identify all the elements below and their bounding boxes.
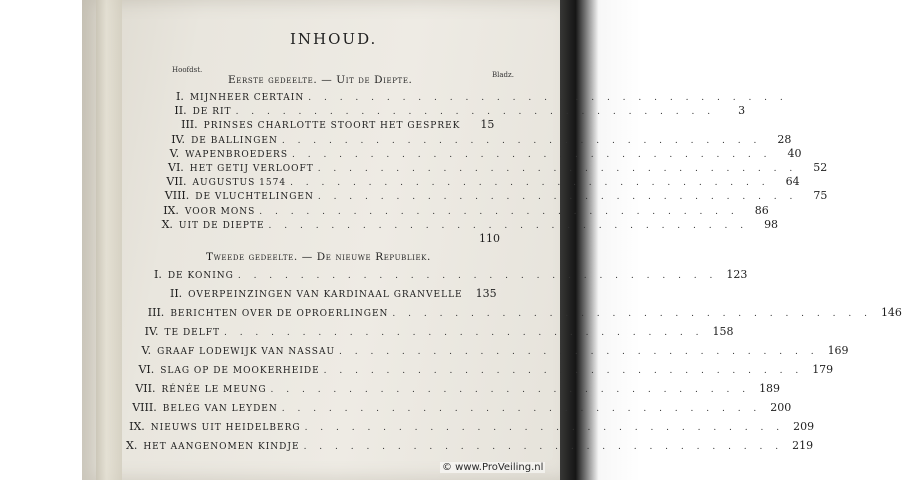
chapter-title: WAPENBROEDERS [185,149,288,160]
chapter-number: VII. [166,175,187,189]
chapter-row [168,161,828,174]
dot-leader: . . . . . . . . . . . . . . . . . . . . . . . . . . . . . . . [339,347,819,357]
dot-leader: . . . . . . . . . . . . . . . . . . . . . . . . . . . . . . . [392,309,872,319]
chapter-title: RÉNÉE LE MEUNG [161,385,267,395]
chapter-row [176,90,788,103]
watermark: © www.ProVeiling.nl [442,462,544,473]
page-number: 64 [785,175,800,189]
chapter-title: BELEG VAN LEYDEN [162,404,278,414]
chapter-number: VI. [168,161,184,174]
dot-leader: . . . . . . . . . . . . . . . . . . . . . . . . . . . . . . . [268,220,749,231]
chapter-row [166,175,800,189]
page-number: 3 [738,104,746,118]
chapter-title: TE DELFT [164,328,220,338]
chapter-row [163,203,769,217]
chapter-row [132,401,792,414]
dot-leader: . . . . . . . . . . . . . . . . . . . . . . . . . . . . . . . [323,366,804,376]
part-heading-2: Tweede gedeelte. — De nieuwe Republiek. [206,251,431,263]
dot-leader: . . . . . . . . . . . . . . . . . . . . . . . . . . . . . . . [317,164,798,174]
dot-leader: . . . . . . . . . . . . . . . . . . . . . . . . . . . . . . . [259,206,739,217]
column-label-chapter: Hoofdst. [172,66,203,74]
page-number: 189 [759,382,781,395]
page-number: 158 [712,325,734,338]
dot-leader: . . . . . . . . . . . . . . . . . . . . . . . . . . . . . . . [304,423,785,433]
chapter-title: AUGUSTUS 1574 [192,178,287,189]
chapter-number: X. [161,217,173,231]
dot-leader: . . . . . . . . . . . . . . . . . . . . . . . . . . . . . . . [270,385,751,395]
page-number: 146 [880,306,902,319]
chapter-number: IV. [171,132,186,146]
dot-leader: . . . . . . . . . . . . . . . . . . . . . . . . . . . . . . . [237,271,718,281]
chapter-number: X. [126,439,138,452]
page-number: 98 [764,217,779,231]
column-label-page: Bladz. [492,71,514,79]
chapter-number: VIII. [132,401,157,414]
chapter-number: VII. [135,382,156,395]
chapter-row [141,344,849,357]
chapter-row [164,189,828,203]
chapter-title: MIJNHEER CERTAIN [189,93,305,103]
dot-leader: . . . . . . . . . . . . . . . . . . . . . . . . . . . . . . . [281,135,762,146]
chapter-row [171,132,792,146]
chapter-row [129,420,815,433]
chapter-row [161,217,779,231]
chapter-title: VOOR MONS [184,206,256,217]
dot-leader: . . . . . . . . . . . . . . . . . . . . . . . . . . . . . . . [292,149,772,160]
page-title: INHOUD. [290,30,378,48]
chapter-row [135,382,781,395]
chapter-number: VIII. [164,189,190,203]
chapter-number: V. [169,146,180,160]
chapter-title: GRAAF LODEWIJK VAN NASSAU [157,347,336,357]
dot-leader: . . . . . . . . . . . . . . . . . . . . . . . . . . . . . . . [223,328,704,338]
chapter-row [174,104,746,118]
chapter-number: I. [176,90,184,103]
chapter-number: IX. [129,420,145,433]
chapter-row [144,325,734,338]
chapter-number: II. [174,104,187,118]
chapter-row [138,363,834,376]
chapter-row [154,268,748,281]
page-number: 169 [827,344,849,357]
page-number: 75 [813,189,828,203]
chapter-title: UIT DE DIEPTE [178,220,265,231]
page-number: 40 [787,146,802,160]
page-number: 219 [792,439,814,452]
dot-leader: . . . . . . . . . . . . . . . . . . . . . . . . . . . . . . . [303,442,784,452]
chapter-number: III. [147,306,165,319]
dot-leader: . . . . . . . . . . . . . . . . . . . . . . . . . . . . . . . [235,107,716,118]
page-number: 28 [777,132,792,146]
page-number: 110 [479,232,500,245]
page-number: 209 [793,420,815,433]
page-number: 86 [754,203,769,217]
chapter-title: DE RIT [192,107,232,118]
chapter-title: PRINSES CHARLOTTE STOORT HET GESPREK [203,121,461,132]
chapter-number: VI. [138,363,155,376]
dot-leader: . . . . . . . . . . . . . . . . . . . . . . . . . . . . . . . [317,192,798,203]
chapter-row [169,146,802,160]
chapter-title: OVERPEINZINGEN VAN KARDINAAL GRANVELLE [188,290,463,300]
chapter-row [160,232,500,245]
chapter-row [147,306,902,319]
chapter-title: BERICHTEN OVER DE OPROERLINGEN [170,309,389,319]
chapter-title: DE BALLINGEN [191,135,278,146]
page-number: 52 [813,161,828,174]
chapter-title: NIEUWS UIT HEIDELBERG [150,423,301,433]
chapter-number: II. [169,287,183,300]
chapter-title: HET AANGENOMEN KINDJE [143,442,300,452]
chapter-number: IX. [163,203,179,217]
chapter-title: DE KONING [167,271,234,281]
chapter-row [173,118,495,131]
page-number: 179 [812,363,834,376]
dot-leader: . . . . . . . . . . . . . . . . . . . . . . . . . . . . . . . [281,404,762,414]
page-number: 200 [770,401,792,414]
chapter-title: DE VLUCHTELINGEN [195,192,314,203]
page-number: 15 [480,118,495,132]
page-number: 135 [475,287,497,300]
chapter-row [151,287,497,300]
dot-leader: . . . . . . . . . . . . . . . . . . . . . . . . . . . . . . . [290,178,770,189]
chapter-title: HET GETIJ VERLOOFT [189,164,314,174]
chapter-number: IV. [144,325,159,338]
page-number: 123 [726,268,748,281]
chapter-number: I. [154,268,162,281]
chapter-number: III. [181,118,198,132]
chapter-row [126,439,814,452]
dot-leader: . . . . . . . . . . . . . . . . . . . . . . . . . . . . . . . [308,93,788,103]
chapter-number: V. [141,344,152,357]
chapter-title: SLAG OP DE MOOKERHEIDE [160,366,320,376]
part-heading-1: Eerste gedeelte. — Uit de Diepte. [228,74,413,86]
